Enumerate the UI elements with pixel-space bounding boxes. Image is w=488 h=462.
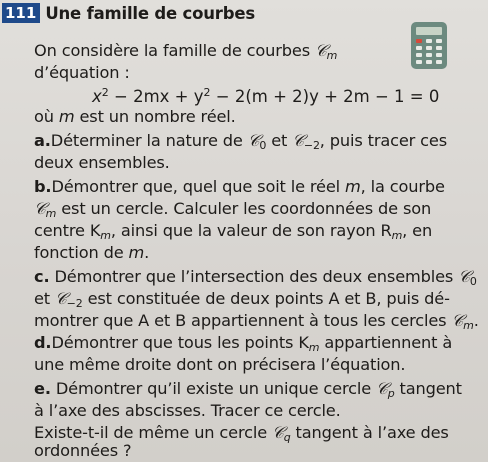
question-text: . — [473, 311, 479, 330]
question-a-line-2 — [34, 153, 170, 173]
question-b-line-1 — [34, 177, 445, 197]
curve-subscript: m — [45, 207, 57, 220]
intro-line-2 — [34, 63, 130, 83]
question-text: deux ensembles. — [34, 153, 170, 172]
question-text: et — [266, 131, 293, 150]
exercise-header — [0, 2, 255, 24]
equation-exponent: 2 — [101, 86, 109, 99]
question-text: Existe-t-il de même un cercle — [34, 423, 273, 442]
question-label: d. — [34, 333, 52, 352]
variable: m — [58, 107, 75, 126]
intro-text: On considère la famille de courbes — [34, 41, 315, 60]
equation-term: − 2mx + y — [108, 87, 204, 106]
calculator-key — [416, 46, 422, 50]
question-text: . — [144, 243, 150, 262]
question-text: Déterminer la nature de — [50, 131, 248, 150]
curve-subscript: m — [463, 319, 474, 332]
question-label: c. — [34, 267, 50, 286]
calculator-key — [426, 46, 432, 50]
question-text: à l’axe des abscisses. Tracer ce cercle. — [34, 401, 341, 420]
curve-symbol: 𝒞 — [55, 289, 67, 308]
point-subscript: m — [100, 229, 111, 242]
question-d-line-2 — [34, 355, 405, 375]
calculator-key — [416, 60, 422, 64]
calculator-key — [416, 39, 422, 43]
question-label: a. — [34, 131, 51, 150]
curve-subscript: p — [387, 387, 395, 400]
question-label: e. — [34, 379, 51, 398]
calculator-key — [426, 39, 432, 43]
question-text: ordonnées ? — [34, 441, 132, 460]
equation-term: − 2(m + 2)y + 2m − 1 = 0 — [210, 87, 440, 106]
question-text: , la courbe — [360, 177, 445, 196]
equation-exponent: 2 — [203, 86, 211, 99]
intro-line-3 — [34, 107, 236, 127]
calculator-key — [426, 60, 432, 64]
equation — [92, 83, 439, 107]
variable: m — [345, 177, 361, 196]
question-label: b. — [34, 177, 52, 196]
exercise-number-badge: 111 — [2, 3, 40, 23]
curve-symbol: 𝒞 — [292, 131, 304, 150]
question-text: Démontrer que l’intersection des deux ensembles — [49, 267, 459, 286]
curve-symbol: 𝒞 — [458, 267, 470, 286]
curve-symbol: 𝒞 — [247, 131, 260, 150]
variable: m — [128, 243, 145, 262]
question-text: tangent à l’axe des — [290, 423, 449, 442]
intro-text: d’équation : — [34, 63, 130, 82]
question-text: Démontrer que, quel que soit le réel — [51, 177, 346, 196]
curve-subscript: q — [283, 431, 291, 444]
exercise-title: Une famille de courbes — [45, 3, 255, 23]
curve-subscript: m — [326, 49, 338, 62]
question-text: , ainsi que la valeur de son rayon R — [110, 221, 392, 240]
calculator-key — [436, 53, 442, 57]
calculator-key — [436, 46, 442, 50]
curve-subscript: 0 — [259, 139, 267, 152]
curve-symbol: 𝒞 — [272, 423, 284, 442]
calculator-key — [426, 53, 432, 57]
intro-text: où — [34, 107, 59, 126]
radius-subscript: m — [391, 229, 403, 242]
question-text: centre K — [34, 221, 101, 240]
intro-text: est un nombre réel. — [74, 107, 236, 126]
question-text: appartiennent à — [319, 333, 453, 352]
question-text: montrer que A et B appartiennent à tous les cercles — [34, 311, 452, 330]
question-text: une même droite dont on précisera l’équation. — [34, 355, 406, 374]
question-text: fonction de — [34, 243, 129, 262]
point-subscript: m — [308, 341, 320, 354]
question-text: Démontrer que tous les points K — [51, 333, 309, 352]
equation-term: x — [92, 87, 102, 106]
calculator-key — [436, 39, 442, 43]
question-text: Démontrer qu’il existe un unique cercle — [50, 379, 377, 398]
curve-symbol: 𝒞 — [315, 41, 327, 60]
question-e-line-4 — [34, 441, 131, 461]
question-b-line-4 — [34, 243, 149, 263]
curve-symbol: 𝒞 — [376, 379, 388, 398]
question-text: , en — [402, 221, 433, 240]
curve-symbol: 𝒞 — [34, 199, 46, 218]
calculator-key — [416, 53, 422, 57]
question-text: est constituée de deux points A et B, puis dé- — [82, 289, 450, 308]
question-text: tangent — [394, 379, 462, 398]
question-text: , puis tracer ces — [319, 131, 448, 150]
question-text: et — [34, 289, 56, 308]
curve-symbol: 𝒞 — [451, 311, 464, 330]
curve-subscript: −2 — [66, 297, 83, 310]
calculator-screen — [416, 27, 442, 35]
curve-subscript: 0 — [469, 275, 477, 288]
question-e-line-2 — [34, 401, 341, 421]
calculator-icon — [411, 22, 447, 69]
calculator-key — [436, 60, 442, 64]
question-text: est un cercle. Calculer les coordonnées de son — [56, 199, 432, 218]
curve-subscript: −2 — [303, 139, 320, 152]
